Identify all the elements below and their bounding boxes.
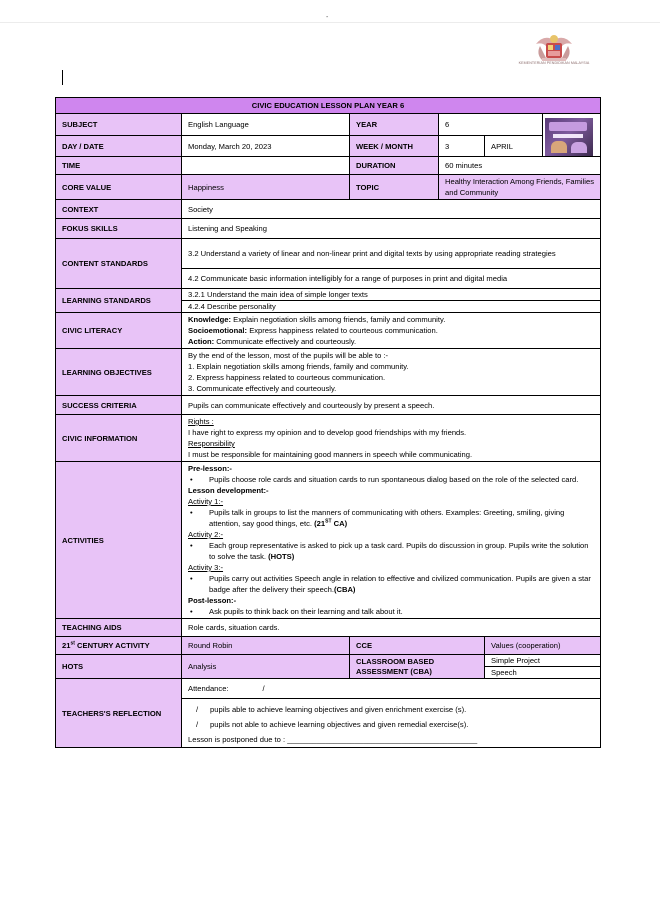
pre-lesson-label: Pre-lesson:- [188, 464, 232, 473]
lesson-development-label: Lesson development:- [188, 486, 269, 495]
reflection-line-2 [182, 715, 600, 730]
time-label: TIME [56, 157, 182, 175]
week-label: WEEK / MONTH [350, 136, 439, 157]
attendance-label: Attendance: [188, 684, 229, 693]
textbook-cover-image [545, 118, 593, 156]
month-value: APRIL [485, 136, 543, 157]
subject-label: SUBJECT [56, 114, 182, 136]
attendance-line [182, 679, 600, 699]
duration-value: 60 minutes [439, 157, 601, 175]
activity-1-tag [314, 519, 347, 528]
activity-1-item [188, 507, 594, 529]
reflection-text-2: pupils not able to achieve learning objectives and given remedial exercise(s). [210, 720, 469, 729]
activity-2-label: Activity 2:- [188, 530, 224, 539]
day-value: Monday, March 20, 2023 [182, 136, 350, 157]
post-lesson-item: • Ask pupils to think back on their learning and talk about it. [188, 606, 594, 617]
content-standards-label: CONTENT STANDARDS [56, 239, 182, 289]
header-divider [0, 22, 660, 23]
core-value-value: Happiness [182, 175, 350, 200]
content-standard-1: 3.2 Understand a variety of linear and non-linear print and digital texts by using appropriate reading strategies [182, 239, 601, 269]
activity-2-tag: (HOTS) [268, 552, 295, 561]
context-label: CONTEXT [56, 200, 182, 219]
rights-label: Rights : [188, 417, 214, 426]
activity-3-item [188, 573, 594, 595]
civic-literacy-content [182, 313, 601, 349]
action-label: Action: [188, 337, 215, 346]
post-lesson-label: Post-lesson:- [188, 596, 237, 605]
week-value: 3 [439, 136, 485, 157]
activity-1-text: Pupils talk in groups to list the manners of communicating with others. Examples: Greeting, smiling, giving attention, say good things, etc. [209, 508, 565, 528]
success-criteria-value: Pupils can communicate effectively and courteously by present a speech. [182, 396, 601, 415]
civic-literacy-label: CIVIC LITERACY [56, 313, 182, 349]
context-value: Society [182, 200, 601, 219]
activity-1-label: Activity 1:- [188, 497, 224, 506]
cover-title-band [549, 122, 587, 131]
core-value-label: CORE VALUE [56, 175, 182, 200]
objective-2: 2. Express happiness related to courteous communication. [188, 373, 386, 382]
pre-lesson-item: • Pupils choose role cards and situation cards to run spontaneous dialog based on the role of the selected card. [188, 474, 594, 485]
century-activity-label [56, 637, 182, 655]
learning-standards-label: LEARNING STANDARDS [56, 289, 182, 313]
reflection-line-1 [182, 699, 600, 715]
cover-figure-left [551, 141, 567, 153]
cba-value-2: Speech [485, 667, 601, 679]
cce-value: Values (cooperation) [485, 637, 601, 655]
activity-1-tag-sup: ST [325, 518, 332, 525]
century-label-sup: st [70, 640, 75, 647]
hots-value: Analysis [182, 655, 350, 679]
cover-subtitle-band [553, 134, 583, 138]
objectives-intro: By the end of the lesson, most of the pupils will be able to :- [188, 351, 389, 360]
cba-value-1: Simple Project [485, 655, 601, 667]
success-criteria-label: SUCCESS CRITERIA [56, 396, 182, 415]
subject-value: English Language [182, 114, 350, 136]
cce-label: CCE [350, 637, 485, 655]
lesson-plan-table [55, 97, 601, 748]
time-value [182, 157, 350, 175]
activities-label: ACTIVITIES [56, 462, 182, 619]
objective-1: 1. Explain negotiation skills among friends, family and community. [188, 362, 409, 371]
teaching-aids-label: TEACHING AIDS [56, 619, 182, 637]
activity-3-tag: (CBA) [333, 585, 356, 594]
activity-3-label: Activity 3:- [188, 563, 224, 572]
responsibility-text: I must be responsible for maintaining good manners in speech while communicating. [188, 450, 473, 459]
hots-label: HOTS [56, 655, 182, 679]
activity-2-item [188, 540, 594, 562]
socioemotional-line [188, 325, 594, 336]
activity-2-text: Each group representative is asked to pick up a task card. Pupils do discussion in group. Pupils write the solution to solve the task. [209, 541, 589, 561]
action-text: Communicate effectively and courteously. [214, 337, 357, 346]
knowledge-text: Explain negotiation skills among friends, family and community. [231, 315, 446, 324]
rights-text: I have right to express my opinion and to develop good friendships with my friends. [188, 428, 467, 437]
century-label-pre: 21 [62, 641, 71, 650]
focus-skills-label: FOKUS SKILLS [56, 219, 182, 239]
activity-1-tag-post: CA) [331, 519, 348, 528]
reflection-text-1: pupils able to achieve learning objectives and given enrichment exercise (s). [210, 705, 467, 714]
objective-3: 3. Communicate effectively and courteously. [188, 384, 337, 393]
focus-skills-value: Listening and Speaking [182, 219, 601, 239]
knowledge-label: Knowledge: [188, 315, 232, 324]
century-label-post: CENTURY ACTIVITY [74, 641, 150, 650]
activity-3-text: Pupils carry out activities Speech angle in relation to effective and civilized communication. Pupils are given a star badge after the delivery their speech. [209, 574, 591, 594]
action-line [188, 336, 594, 347]
duration-label: DURATION [350, 157, 439, 175]
objectives-label: LEARNING OBJECTIVES [56, 349, 182, 396]
day-label: DAY / DATE [56, 136, 182, 157]
century-activity-value: Round Robin [182, 637, 350, 655]
reflection-mark-1: / [196, 705, 199, 714]
header-dot: - [326, 14, 329, 21]
plan-title: CIVIC EDUCATION LESSON PLAN YEAR 6 [56, 98, 601, 114]
socioemotional-text: Express happiness related to courteous communication. [247, 326, 438, 335]
postponed-line: Lesson is postponed due to : _____________________________________________ [188, 735, 478, 744]
learning-standard-1: 3.2.1 Understand the main idea of simple longer texts [182, 289, 601, 301]
year-value: 6 [439, 114, 543, 136]
cba-label: CLASSROOM BASED ASSESSMENT (CBA) [350, 655, 485, 679]
reflection-label: TEACHERS'S REFLECTION [56, 679, 182, 748]
activities-content [182, 462, 601, 619]
year-label: YEAR [350, 114, 439, 136]
topic-value: Healthy Interaction Among Friends, Families and Community [439, 175, 601, 200]
socioemotional-label: Socioemotional: [188, 326, 248, 335]
attendance-separator: / [262, 684, 265, 693]
objectives-content [182, 349, 601, 396]
text-cursor [62, 70, 63, 85]
reflection-content [182, 679, 601, 748]
reflection-mark-2: / [196, 720, 199, 729]
learning-standard-2: 4.2.4 Describe personality [182, 301, 601, 313]
topic-label: TOPIC [350, 175, 439, 200]
cover-figure-right [571, 142, 587, 153]
teaching-aids-value: Role cards, situation cards. [182, 619, 601, 637]
content-standard-2: 4.2 Communicate basic information intelligibly for a range of purposes in print and digital media [182, 269, 601, 289]
responsibility-label: Responsibility [188, 439, 235, 448]
activity-1-tag-pre: (21 [314, 519, 326, 528]
ministry-caption: KEMENTERIAN PENDIDIKAN MALAYSIA [518, 61, 590, 65]
civic-information-content [182, 415, 601, 462]
civic-information-label: CIVIC INFORMATION [56, 415, 182, 462]
knowledge-line [188, 314, 594, 325]
